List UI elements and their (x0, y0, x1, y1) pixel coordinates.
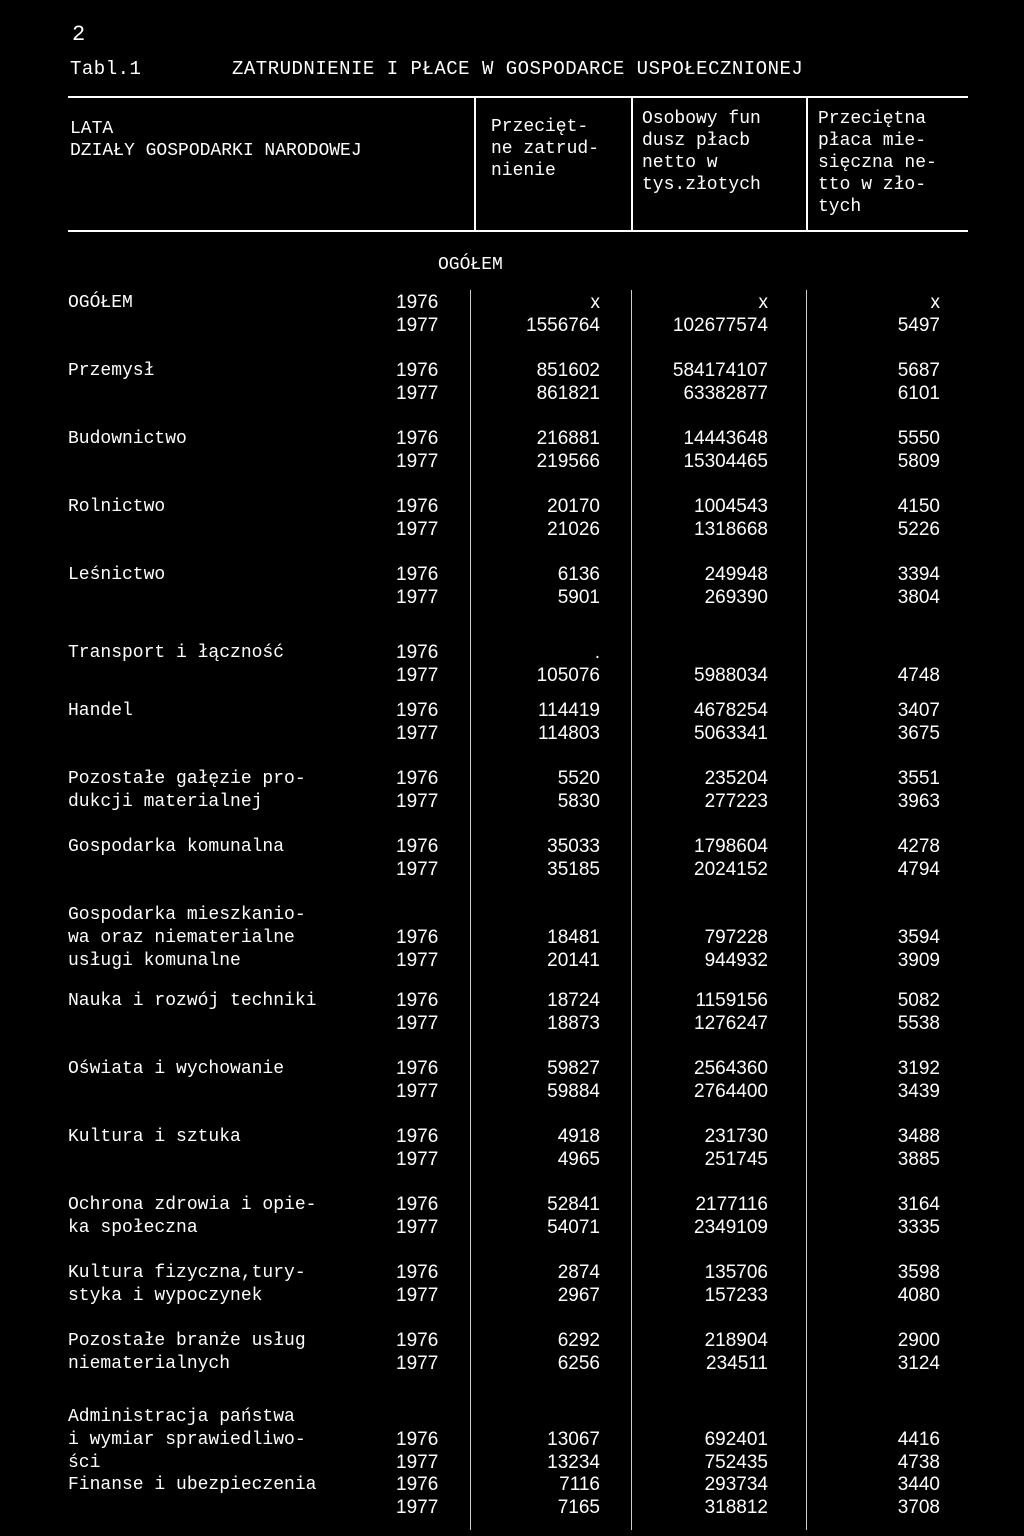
cell-employment: 20141 (547, 950, 600, 971)
row-label: Kultura i sztuka (68, 1127, 241, 1147)
table-row (0, 360, 1024, 410)
cell-employment: x (590, 292, 600, 313)
cell-employment: 7116 (559, 1474, 600, 1495)
cell-employment: 7165 (557, 1497, 600, 1518)
cell-employment: 18873 (547, 1013, 600, 1034)
row-year: 1976 (396, 836, 439, 857)
cell-employment: 18724 (547, 990, 600, 1011)
cell-avg-wage: 4748 (897, 665, 940, 686)
header-employment: Przecięt- ne zatrud- nienie (491, 117, 600, 181)
table-row (0, 836, 1024, 886)
section-label: OGÓŁEM (438, 255, 503, 275)
row-year: 1976 (396, 564, 439, 585)
header-avg-wage: Przeciętna płaca mie- sięczna ne- tto w zło- tych (818, 109, 937, 217)
cell-avg-wage: x (930, 292, 940, 313)
cell-wage-fund: 797228 (704, 927, 768, 948)
cell-employment: 1556764 (526, 315, 600, 336)
cell-employment: 216881 (536, 428, 600, 449)
cell-employment: 105076 (536, 665, 600, 686)
cell-avg-wage: 5497 (897, 315, 940, 336)
table-row (0, 496, 1024, 546)
header-wage-fund: Osobowy fun dusz płacb netto w tys.złotych (642, 109, 761, 195)
cell-avg-wage: 6101 (897, 383, 940, 404)
table-row (0, 768, 1024, 818)
cell-wage-fund: 2177116 (695, 1194, 768, 1215)
cell-employment: 4965 (557, 1149, 600, 1170)
cell-avg-wage: 3551 (897, 768, 940, 789)
cell-wage-fund: 218904 (704, 1330, 768, 1351)
row-label: Leśnictwo (68, 565, 166, 585)
cell-wage-fund: 5988034 (694, 665, 768, 686)
row-year: 1976 (396, 768, 439, 789)
cell-employment: 861821 (536, 383, 600, 404)
cell-avg-wage: 3488 (897, 1126, 940, 1147)
cell-employment: . (594, 642, 600, 663)
cell-avg-wage: 3394 (897, 564, 940, 585)
cell-avg-wage: 2900 (897, 1330, 940, 1351)
row-year: 1977 (396, 791, 439, 812)
table-row (0, 1474, 1024, 1524)
cell-avg-wage: 5687 (897, 360, 940, 381)
table-row (0, 904, 1024, 971)
cell-wage-fund: 235204 (704, 768, 768, 789)
row-year: 1977 (396, 315, 439, 336)
cell-employment: 5830 (557, 791, 600, 812)
cell-wage-fund: x (758, 292, 768, 313)
cell-wage-fund: 2764400 (694, 1081, 768, 1102)
cell-employment: 6136 (557, 564, 600, 585)
row-year: 1977 (396, 383, 439, 404)
row-year: 1977 (396, 587, 439, 608)
cell-avg-wage: 3440 (897, 1474, 940, 1495)
row-year: 1976 (396, 1194, 439, 1215)
table-row (0, 642, 1024, 692)
row-year: 1977 (396, 1452, 439, 1473)
row-label: Transport i łączność (68, 643, 285, 663)
row-label: Budownictwo (68, 429, 187, 449)
cell-wage-fund: 277223 (704, 791, 768, 812)
row-label: Gospodarka mieszkanio- wa oraz niematerialne usługi komunalne (68, 905, 306, 971)
table-row (0, 428, 1024, 478)
cell-avg-wage: 5082 (897, 990, 940, 1011)
row-year: 1976 (396, 1474, 439, 1495)
cell-avg-wage: 5809 (897, 451, 940, 472)
row-year: 1976 (396, 1429, 439, 1450)
cell-employment: 13234 (547, 1452, 600, 1473)
row-year: 1977 (396, 723, 439, 744)
cell-avg-wage: 4150 (897, 496, 940, 517)
row-label: Kultura fizyczna,tury- styka i wypoczynek (68, 1263, 306, 1306)
cell-wage-fund: 63382877 (683, 383, 768, 404)
cell-employment: 52841 (547, 1194, 600, 1215)
row-year: 1977 (396, 1497, 439, 1518)
row-label: Oświata i wychowanie (68, 1059, 285, 1079)
cell-wage-fund: 752435 (704, 1452, 768, 1473)
cell-employment: 6256 (557, 1353, 600, 1374)
cell-avg-wage: 4416 (897, 1429, 940, 1450)
cell-wage-fund: 231730 (704, 1126, 768, 1147)
cell-wage-fund: 249948 (704, 564, 768, 585)
table-row (0, 1262, 1024, 1312)
row-year: 1977 (396, 665, 439, 686)
table-row (0, 1406, 1024, 1473)
row-label: OGÓŁEM (68, 293, 133, 313)
row-year: 1976 (396, 496, 439, 517)
row-label: Gospodarka komunalna (68, 837, 285, 857)
cell-employment: 5520 (557, 768, 600, 789)
cell-employment: 21026 (547, 519, 600, 540)
cell-wage-fund: 584174107 (672, 360, 768, 381)
row-label: Administracja państwa i wymiar sprawiedliwo- ści (68, 1407, 306, 1473)
cell-avg-wage: 4794 (897, 859, 940, 880)
cell-wage-fund: 269390 (704, 587, 768, 608)
cell-avg-wage: 3963 (897, 791, 940, 812)
row-year: 1976 (396, 292, 439, 313)
cell-wage-fund: 293734 (704, 1474, 768, 1495)
header-bottom-rule (68, 230, 968, 232)
cell-wage-fund: 1276247 (694, 1013, 768, 1034)
header-top-rule (68, 96, 968, 98)
cell-avg-wage: 5226 (897, 519, 940, 540)
row-year: 1976 (396, 700, 439, 721)
row-label: Finanse i ubezpieczenia (68, 1475, 317, 1495)
row-year: 1976 (396, 1262, 439, 1283)
cell-wage-fund: 2349109 (694, 1217, 768, 1238)
row-year: 1977 (396, 1217, 439, 1238)
table-row (0, 564, 1024, 614)
cell-wage-fund: 318812 (704, 1497, 768, 1518)
row-year: 1977 (396, 1285, 439, 1306)
cell-employment: 59827 (547, 1058, 600, 1079)
row-label: Handel (68, 701, 133, 721)
cell-wage-fund: 2024152 (694, 859, 768, 880)
cell-wage-fund: 4678254 (694, 700, 768, 721)
table-row (0, 700, 1024, 750)
cell-avg-wage: 3439 (897, 1081, 940, 1102)
cell-employment: 35033 (547, 836, 600, 857)
row-label: Pozostałe gałęzie pro- dukcji materialnej (68, 769, 306, 812)
cell-avg-wage: 3407 (897, 700, 940, 721)
cell-employment: 13067 (547, 1429, 600, 1450)
row-year: 1977 (396, 1149, 439, 1170)
table-row (0, 990, 1024, 1040)
row-year: 1976 (396, 927, 439, 948)
page-number: 2 (72, 22, 86, 47)
row-year: 1977 (396, 1013, 439, 1034)
cell-employment: 59884 (547, 1081, 600, 1102)
row-year: 1977 (396, 950, 439, 971)
cell-avg-wage: 5550 (897, 428, 940, 449)
cell-avg-wage: 3598 (897, 1262, 940, 1283)
table-row (0, 292, 1024, 342)
cell-avg-wage: 3885 (897, 1149, 940, 1170)
cell-wage-fund: 14443648 (683, 428, 768, 449)
row-label: Ochrona zdrowia i opie- ka społeczna (68, 1195, 317, 1238)
cell-wage-fund: 944932 (704, 950, 768, 971)
cell-wage-fund: 135706 (704, 1262, 768, 1283)
cell-employment: 20170 (547, 496, 600, 517)
row-year: 1976 (396, 642, 439, 663)
table-title: ZATRUDNIENIE I PŁACE W GOSPODARCE USPOŁECZNIONEJ (232, 58, 804, 80)
row-label: Przemysł (68, 361, 155, 381)
header-sectors: LATA DZIAŁY GOSPODARKI NARODOWEJ (70, 119, 362, 161)
row-year: 1976 (396, 1330, 439, 1351)
cell-wage-fund: 692401 (704, 1429, 768, 1450)
cell-employment: 2874 (557, 1262, 600, 1283)
cell-avg-wage: 3909 (897, 950, 940, 971)
cell-employment: 4918 (557, 1126, 600, 1147)
cell-avg-wage: 4278 (897, 836, 940, 857)
header-divider-1 (474, 98, 476, 230)
cell-avg-wage: 4738 (897, 1452, 940, 1473)
cell-wage-fund: 251745 (704, 1149, 768, 1170)
row-year: 1977 (396, 519, 439, 540)
cell-avg-wage: 3804 (897, 587, 940, 608)
cell-employment: 114419 (538, 700, 600, 721)
table-label: Tabl.1 (70, 58, 142, 80)
cell-employment: 35185 (547, 859, 600, 880)
cell-wage-fund: 5063341 (694, 723, 768, 744)
cell-wage-fund: 1004543 (694, 496, 768, 517)
header-divider-2 (631, 98, 633, 230)
cell-avg-wage: 3124 (897, 1353, 940, 1374)
cell-wage-fund: 1318668 (694, 519, 768, 540)
row-year: 1976 (396, 990, 439, 1011)
cell-avg-wage: 3335 (897, 1217, 940, 1238)
cell-wage-fund: 102677574 (672, 315, 768, 336)
table-row (0, 1194, 1024, 1244)
table-row (0, 1058, 1024, 1108)
cell-employment: 2967 (557, 1285, 600, 1306)
cell-wage-fund: 2564360 (694, 1058, 768, 1079)
row-year: 1976 (396, 1126, 439, 1147)
cell-avg-wage: 3675 (897, 723, 940, 744)
row-label: Nauka i rozwój techniki (68, 991, 317, 1011)
cell-avg-wage: 4080 (897, 1285, 940, 1306)
cell-employment: 5901 (557, 587, 600, 608)
cell-employment: 6292 (557, 1330, 600, 1351)
cell-wage-fund: 15304465 (683, 451, 768, 472)
table-row (0, 1330, 1024, 1380)
row-label: Rolnictwo (68, 497, 166, 517)
cell-avg-wage: 3192 (897, 1058, 940, 1079)
row-year: 1977 (396, 859, 439, 880)
cell-wage-fund: 157233 (704, 1285, 768, 1306)
cell-avg-wage: 3708 (897, 1497, 940, 1518)
row-year: 1977 (396, 451, 439, 472)
row-year: 1976 (396, 1058, 439, 1079)
row-year: 1976 (396, 360, 439, 381)
cell-employment: 54071 (547, 1217, 600, 1238)
cell-avg-wage: 3594 (897, 927, 940, 948)
table-title-row (70, 58, 803, 80)
table-row (0, 1126, 1024, 1176)
cell-wage-fund: 1798604 (694, 836, 768, 857)
row-year: 1977 (396, 1353, 439, 1374)
row-label: Pozostałe branże usług niematerialnych (68, 1331, 306, 1374)
cell-wage-fund: 234511 (706, 1353, 768, 1374)
cell-employment: 114803 (538, 723, 600, 744)
cell-employment: 851602 (536, 360, 600, 381)
row-year: 1977 (396, 1081, 439, 1102)
cell-wage-fund: 1159156 (695, 990, 768, 1011)
cell-employment: 18481 (547, 927, 600, 948)
cell-avg-wage: 5538 (897, 1013, 940, 1034)
cell-employment: 219566 (536, 451, 600, 472)
header-divider-3 (806, 98, 808, 230)
row-year: 1976 (396, 428, 439, 449)
cell-avg-wage: 3164 (897, 1194, 940, 1215)
